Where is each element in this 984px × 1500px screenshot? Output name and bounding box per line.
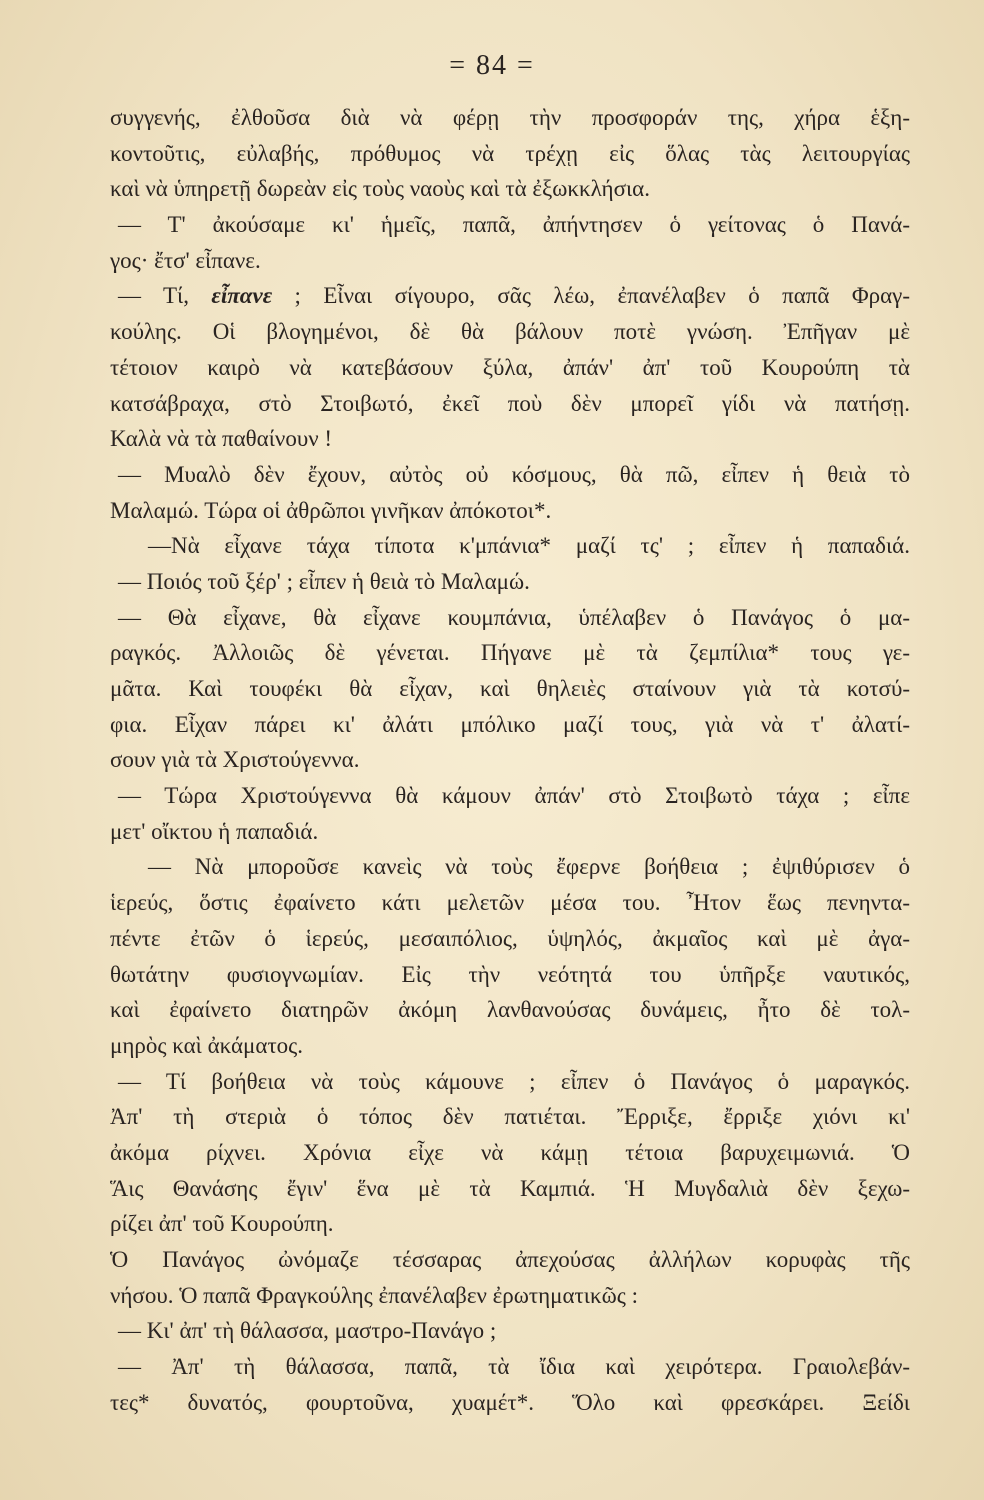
text-line: — Τώρα Χριστούγεννα θὰ κάμουν ἀπάν' στὸ Στοιβωτὸ τάχα ; εἶπε <box>118 783 910 809</box>
text-line: — Τί βοήθεια νὰ τοὺς κάμουνε ; εἶπεν ὁ Πανάγος ὁ μαραγκός. <box>118 1068 910 1094</box>
text-segment: — Τί, <box>118 283 212 309</box>
text-line: Ἀπ' τὴ στεριὰ ὁ τόπος δὲν πατιέται. Ἔρριξε, ἔρριξε χιόνι κι' <box>110 1104 910 1130</box>
text-line: κατσάβραχα, στὸ Στοιβωτό, ἐκεῖ ποὺ δὲν μπορεῖ γίδι νὰ πατήσῃ. <box>110 390 910 416</box>
text-line: τες* δυνατός, φουρτοῦνα, χυαμέτ*. Ὅλο καὶ φρεσκάρει. Ξείδι <box>110 1389 910 1415</box>
page-number: = 84 = <box>449 50 535 81</box>
text-line: Ὁ Πανάγος ὠνόμαζε τέσσαρας ἀπεχούσας ἀλλήλων κορυφὰς τῆς <box>110 1247 910 1272</box>
text-line: — Κι' ἀπ' τὴ θάλασσα, μαστρο-Πανάγο ; <box>118 1318 497 1344</box>
text-line: — Νὰ μποροῦσε κανεὶς νὰ τοὺς ἔφερνε βοήθεια ; ἐψιθύρισεν ὁ <box>148 854 910 880</box>
text-line: — Τ' ἀκούσαμε κι' ἡμεῖς, παπᾶ, ἀπήντησεν ὁ γείτονας ὁ Πανά- <box>118 212 910 238</box>
text-line: σουν γιὰ τὰ Χριστούγεννα. <box>110 747 360 773</box>
text-line: —Νὰ εἶχανε τάχα τίποτα κ'μπάνια* μαζί τς' ; εἶπεν ἡ παπαδιά. <box>148 533 910 559</box>
text-line: ρίζει ἀπ' τοῦ Κουρούπη. <box>110 1211 334 1237</box>
text-line: κούλης. Οἱ βλογημένοι, δὲ θὰ βάλουν ποτὲ γνώση. Ἐπῆγαν μὲ <box>110 319 910 345</box>
text-line: — Ποιός τοῦ ξέρ' ; εἶπεν ἡ θειὰ τὸ Μαλαμώ. <box>118 568 530 594</box>
text-line: μηρὸς καὶ ἀκάματος. <box>110 1032 304 1058</box>
text-line: ραγκός. Ἀλλοιῶς δὲ γένεται. Πήγανε μὲ τὰ ζεμπίλια* τους γε- <box>110 640 910 666</box>
text-line: γος· ἔτσ' εἶπανε. <box>110 247 261 273</box>
text-segment: ; Εἶναι σίγουρο, σᾶς λέω, ἐπανέλαβεν ὁ παπᾶ Φραγ- <box>272 283 910 309</box>
text-line: — Μυαλὸ δὲν ἔχουν, αὐτὸς οὐ κόσμους, θὰ πῶ, εἶπεν ἡ θειὰ τὸ <box>118 461 910 487</box>
text-line: τέτοιον καιρὸ νὰ κατεβάσουν ξύλα, ἀπάν' ἀπ' τοῦ Κουρούπη τὰ <box>110 354 910 380</box>
text-line: θωτάτην φυσιογνωμίαν. Εἰς τὴν νεότητά του ὑπῆρξε ναυτικός, <box>110 961 910 987</box>
text-line: πέντε ἐτῶν ὁ ἱερεύς, μεσαιπόλιος, ὑψηλός, ἀκμαῖος καὶ μὲ ἀγα- <box>110 925 910 951</box>
text-line: μετ' οἴκτου ἡ παπαδιά. <box>110 818 319 844</box>
text-line: καὶ νὰ ὑπηρετῇ δωρεὰν εἰς τοὺς ναοὺς καὶ τὰ ἐξωκκλήσια. <box>110 176 650 202</box>
text-line: Ἅις Θανάσης ἔγιν' ἕνα μὲ τὰ Καμπιά. Ἡ Μυγδαλιὰ δὲν ξεχω- <box>110 1175 910 1201</box>
text-body <box>110 100 910 1420</box>
text-line: — Ἀπ' τὴ θάλασσα, παπᾶ, τὰ ἴδια καὶ χειρότερα. Γραιολεβάν- <box>118 1354 910 1380</box>
text-line: μᾶτα. Καὶ τουφέκι θὰ εἶχαν, καὶ θηλειὲς σταίνουν γιὰ τὰ κοτσύ- <box>110 676 910 701</box>
text-line: κοντοῦτις, εὐλαβής, πρόθυμος νὰ τρέχῃ εἰς ὅλας τὰς λειτουργίας <box>110 140 910 166</box>
text-line: καὶ ἐφαίνετο διατηρῶν ἀκόμη λανθανούσας δυνάμεις, ἦτο δὲ τολ- <box>110 997 910 1023</box>
text-line: συγγενής, ἐλθοῦσα διὰ νὰ φέρῃ τὴν προσφοράν της, χήρα ἑξη- <box>110 105 910 130</box>
text-line: νήσου. Ὁ παπᾶ Φραγκούλης ἐπανέλαβεν ἐρωτηματικῶς : <box>110 1282 638 1308</box>
text-line <box>110 278 910 314</box>
emphasized-word: εἶπανε <box>211 283 273 309</box>
text-line: Μαλαμώ. Τώρα οἱ ἀθρῶποι γινῆκαν ἀπόκοτοι*. <box>110 497 552 523</box>
text-line: ἱερεύς, ὅστις ἐφαίνετο κάτι μελετῶν μέσα του. Ἦτον ἕως πενηντα- <box>110 890 910 916</box>
text-line: — Θὰ εἶχανε, θὰ εἶχανε κουμπάνια, ὑπέλαβεν ὁ Πανάγος ὁ μα- <box>118 604 910 630</box>
text-line: Καλὰ νὰ τὰ παθαίνουν ! <box>110 426 333 452</box>
text-line: φια. Εἶχαν πάρει κι' ἀλάτι μπόλικο μαζί τους, γιὰ νὰ τ' ἀλατί- <box>110 711 910 737</box>
text-line: ἀκόμα ρίχνει. Χρόνια εἶχε νὰ κάμῃ τέτοια βαρυχειμωνιά. Ὁ <box>110 1139 910 1165</box>
